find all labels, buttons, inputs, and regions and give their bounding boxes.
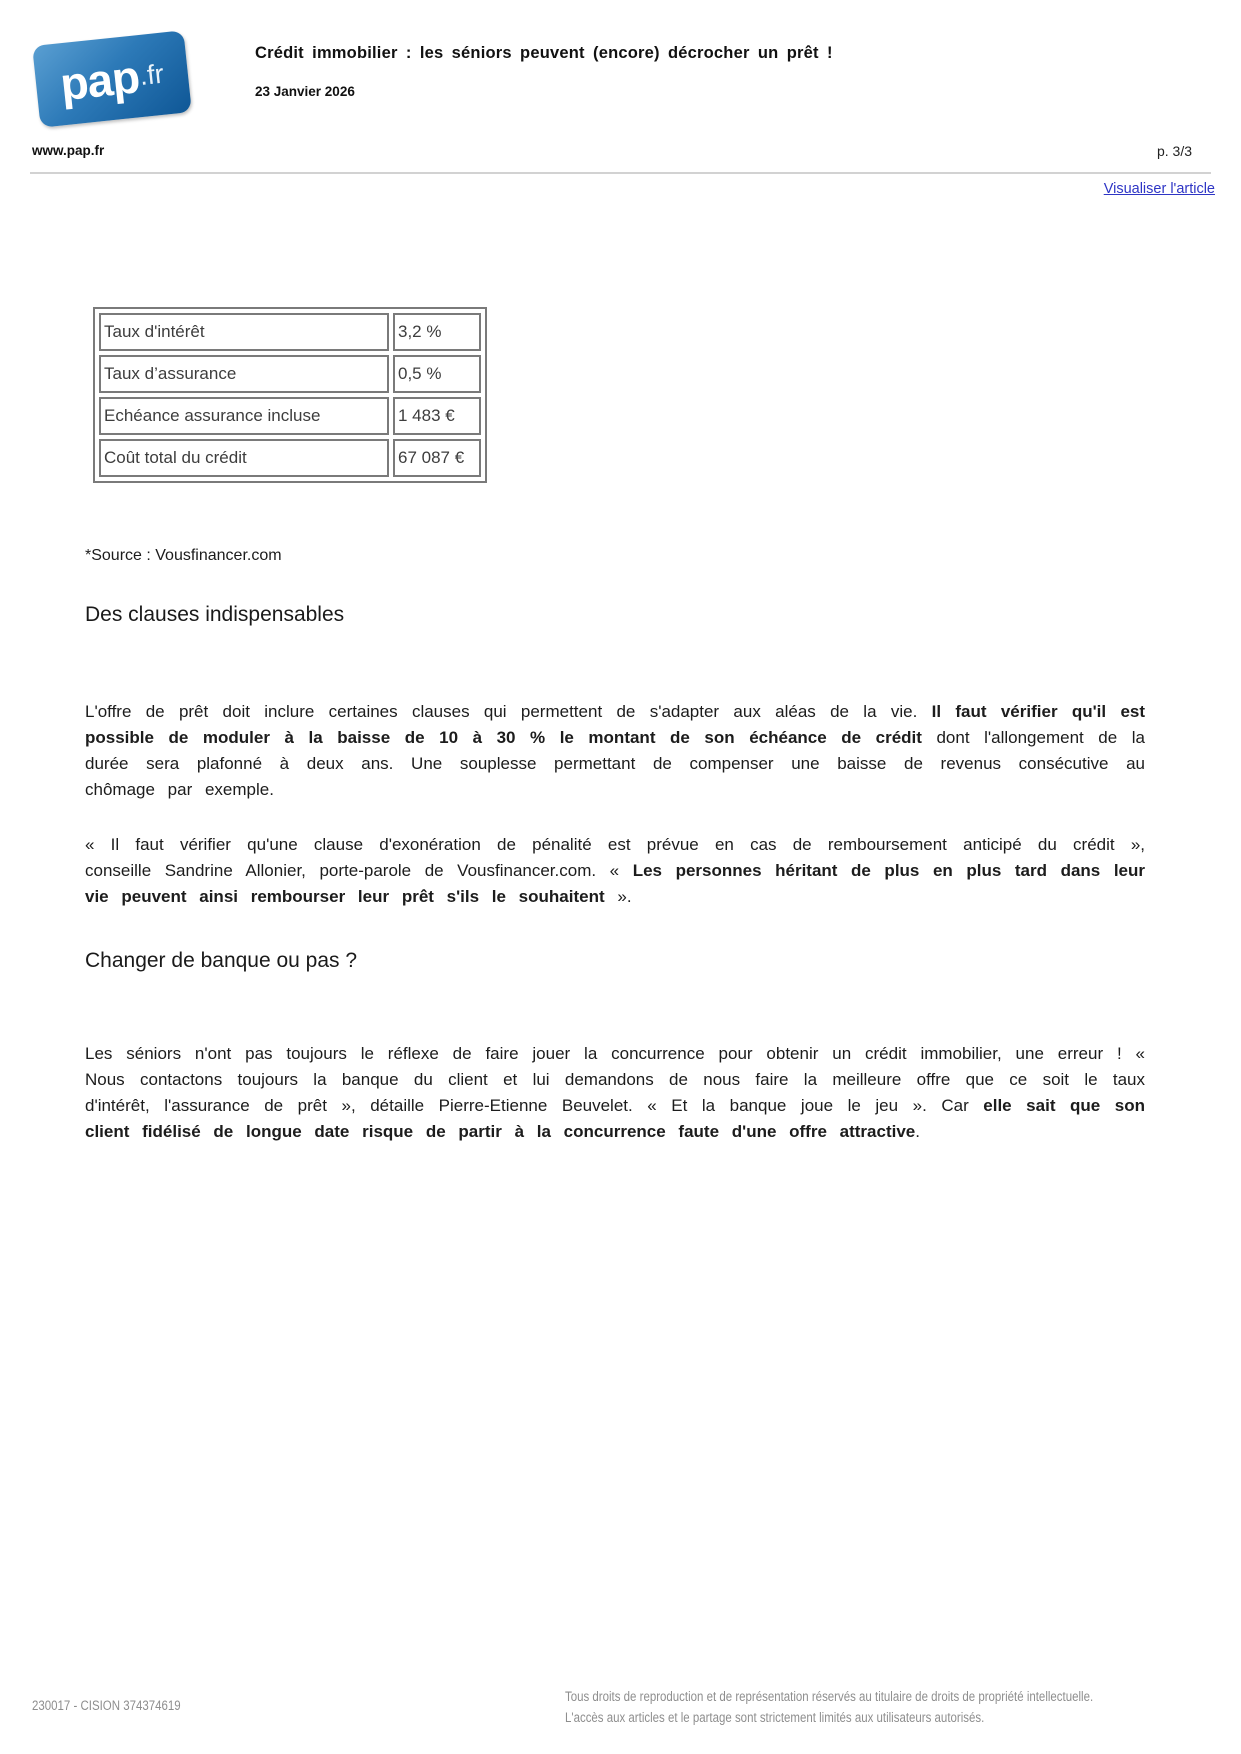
row-value-installment: 1 483 € xyxy=(393,397,481,435)
page-number: p. 3/3 xyxy=(1156,143,1192,159)
paragraph-banque-1 xyxy=(85,1041,1145,1145)
paragraph-text: L'offre de prêt doit inclure certaines clauses qui permettent de s'adapter aux aléas de la vie. xyxy=(85,702,932,721)
article-title: Crédit immobilier : les séniors peuvent (encore) décrocher un prêt ! xyxy=(255,44,833,62)
article-body xyxy=(85,547,1145,1145)
source-note: *Source : Vousfinancer.com xyxy=(85,547,282,564)
cision-reference: 230017 - CISION 374374619 xyxy=(32,1698,181,1713)
rights-line-1: Tous droits de reproduction et de représentation réservés au titulaire de droits de propriété intellectuelle. xyxy=(565,1689,1094,1704)
paragraph-text: dont l'allongement de la durée sera plafonné à deux ans. Une souplesse permettant de compenser une baisse de revenus consécutive au chômage par exemple. xyxy=(85,728,1145,799)
article-date: 23 Janvier 2026 xyxy=(255,84,355,99)
paragraph-clauses-1 xyxy=(85,699,1145,803)
table-row xyxy=(99,439,481,477)
paragraph-clauses-2 xyxy=(85,832,1145,910)
paragraph-bold-text: Il faut vérifier qu'il est possible de moduler à la baisse de 10 à 30 % le montant de son échéance de crédit xyxy=(85,702,1146,747)
paragraph-bold-text: Les personnes héritant de plus en plus tard dans leur vie peuvent ainsi rembourser leur prêt s'ils le souhaitent xyxy=(85,861,1146,906)
row-label-total-cost: Coût total du crédit xyxy=(99,439,389,477)
row-value-insurance-rate: 0,5 % xyxy=(393,355,481,393)
row-value-total-cost: 67 087 € xyxy=(393,439,481,477)
row-label-interest-rate: Taux d'intérêt xyxy=(99,313,389,351)
header-divider xyxy=(30,172,1211,174)
table-row xyxy=(99,355,481,393)
paragraph-text: « Il faut vérifier qu'une clause d'exonération de pénalité est prévue en cas de remboursement anticipé du crédit », conseille Sandrine Allonier, porte-parole de Vousfinancer.com. « xyxy=(85,835,1145,880)
logo-suffix-text: .fr xyxy=(138,58,166,91)
paragraph-text: ». xyxy=(604,887,632,906)
table-row xyxy=(99,397,481,435)
pap-logo xyxy=(32,30,192,127)
row-label-installment: Echéance assurance incluse xyxy=(99,397,389,435)
paragraph-text: Les séniors n'ont pas toujours le réflexe de faire jouer la concurrence pour obtenir un crédit immobilier, une erreur ! « Nous contactons toujours la banque du client et lui demandons de nous faire la meilleure offre que ce soit le taux d'intérêt, l'assurance de prêt », détaille Pierre-Etienne Beuvelet. « Et la banque joue le jeu ». Car xyxy=(85,1044,1145,1115)
credit-summary-table xyxy=(93,307,487,483)
row-value-interest-rate: 3,2 % xyxy=(393,313,481,351)
paragraph-text: . xyxy=(915,1122,920,1141)
row-label-insurance-rate: Taux d’assurance xyxy=(99,355,389,393)
rights-notice xyxy=(565,1686,1093,1728)
paragraph-bold-text: elle sait que son client fidélisé de longue date risque de partir à la concurrence faute d'une offre attractive xyxy=(85,1096,1146,1141)
section-heading-clauses: Des clauses indispensables xyxy=(85,603,345,626)
section-heading-banque: Changer de banque ou pas ? xyxy=(85,949,358,972)
source-site-url: www.pap.fr xyxy=(32,143,105,158)
rights-line-2: L'accès aux articles et le partage sont strictement limités aux utilisateurs autorisés. xyxy=(565,1710,985,1725)
view-article-link[interactable]: Visualiser l'article xyxy=(1103,181,1215,197)
logo-text: pap xyxy=(57,50,142,111)
table-row xyxy=(99,313,481,351)
